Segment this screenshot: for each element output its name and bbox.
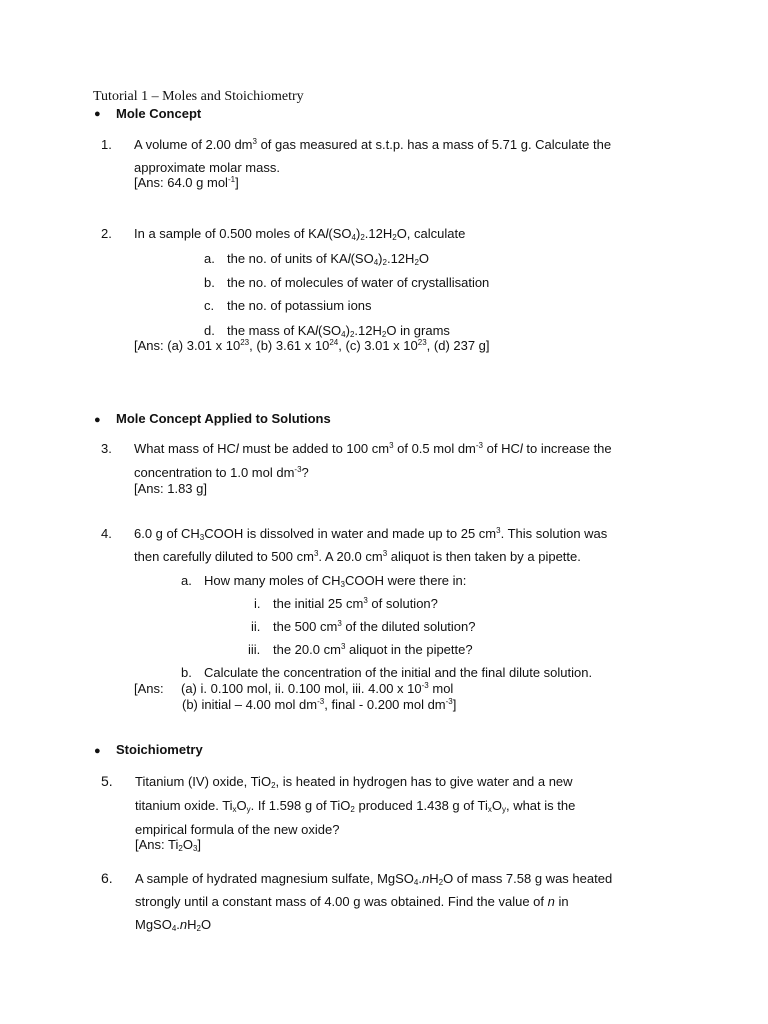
part-text: the no. of potassium ions xyxy=(227,298,372,313)
question-text: concentration to 1.0 mol $dm^{-3}$? xyxy=(134,465,309,480)
part-text: the no. of molecules of water of crystallisation xyxy=(227,275,490,290)
section-heading-mole-concept: Mole Concept xyxy=(116,106,202,121)
question-text: A volume of 2.00 $dm^3$ of gas measured at s.t.p. has a mass of 5.71 g. Calculate the xyxy=(134,137,612,152)
subpart-text: the 500 $cm^3$ of the diluted solution? xyxy=(273,619,476,634)
answer-text: [Ans: $Ti_2O_3$] xyxy=(135,837,202,853)
answer-text: [Ans: 64.0 g mol$^{-1}$] xyxy=(134,175,239,190)
subpart-text: the initial 25 $cm^3$ of solution? xyxy=(273,596,438,611)
question-text: titanium oxide. $Ti_xO_y$. If 1.598 g of TiO$_2$ produced 1.438 g of $Ti_xO_y$, what is the xyxy=(135,798,576,814)
question-text: A sample of hydrated magnesium sulfate, $MgSO_4.nH_2O$ of mass 7.58 g was heated xyxy=(135,871,613,887)
part-text: Calculate the concentration of the initial and the final dilute solution. xyxy=(204,665,593,680)
question-text: then carefully diluted to 500 $cm^3$. A 20.0 $cm^3$ aliquot is then taken by a pipette. xyxy=(134,549,581,564)
bullet-icon: ● xyxy=(94,414,101,426)
section-heading-solutions: Mole Concept Applied to Solutions xyxy=(116,411,331,426)
answer-prefix: [Ans: xyxy=(134,681,164,696)
page-title: Tutorial 1 – Moles and Stoichiometry xyxy=(93,89,304,104)
part-text: How many moles of $CH_3COOH$ were there in: xyxy=(204,573,467,589)
subpart-label: i. xyxy=(254,596,261,611)
question-number: 1. xyxy=(101,137,112,152)
question-number: 5. xyxy=(101,773,113,789)
part-text: the mass of $KAl(SO_4)_2.12H_2O$ in grams xyxy=(227,323,450,339)
question-text: $MgSO_4.nH_2O$ xyxy=(135,917,212,933)
subpart-text: the 20.0 $cm^3$ aliquot in the pipette? xyxy=(273,642,473,657)
bullet-icon: ● xyxy=(94,745,101,757)
question-text: approximate molar mass. xyxy=(134,160,280,175)
part-label: b. xyxy=(181,665,192,680)
subpart-label: iii. xyxy=(248,642,261,657)
answer-text: (b) initial – 4.00 mol $dm^{-3}$, final - 0.200 mol $dm^{-3}$] xyxy=(182,697,457,712)
subpart-label: ii. xyxy=(251,619,261,634)
question-number: 3. xyxy=(101,441,112,456)
question-text: Titanium (IV) oxide, TiO$_2$, is heated in hydrogen has to give water and a new xyxy=(135,774,573,790)
question-number: 2. xyxy=(101,226,112,241)
bullet-icon: ● xyxy=(94,108,101,120)
part-label: a. xyxy=(204,251,215,266)
question-text: strongly until a constant mass of 4.00 g was obtained. Find the value of n in xyxy=(135,894,569,909)
question-text: empirical formula of the new oxide? xyxy=(135,822,340,837)
question-text: 6.0 g of $CH_3COOH$ is dissolved in water and made up to 25 $cm^3$. This solution was xyxy=(134,526,608,542)
part-text: the no. of units of $KAl(SO_4)_2.12H_2O$ xyxy=(227,251,430,267)
part-label: a. xyxy=(181,573,192,588)
answer-text: (a) i. 0.100 mol, ii. 0.100 mol, iii. 4.00 x $10^{-3}$ mol xyxy=(181,681,454,696)
part-label: c. xyxy=(204,298,215,313)
question-text: In a sample of 0.500 moles of $KAl(SO_4)_2.12H_2O$, calculate xyxy=(134,226,466,242)
part-label: b. xyxy=(204,275,215,290)
question-number: 6. xyxy=(101,870,113,886)
answer-text: [Ans: 1.83 g] xyxy=(134,481,207,496)
part-label: d. xyxy=(204,323,215,338)
answer-text: [Ans: (a) 3.01 x $10^{23}$, (b) 3.61 x $10^{24}$, (c) 3.01 x $10^{23}$, (d) 237 g] xyxy=(134,338,490,353)
question-text: What mass of HCl must be added to 100 $cm^3$ of 0.5 mol $dm^{-3}$ of HCl to increase the xyxy=(134,441,612,456)
question-number: 4. xyxy=(101,526,112,541)
section-heading-stoichiometry: Stoichiometry xyxy=(116,742,203,757)
